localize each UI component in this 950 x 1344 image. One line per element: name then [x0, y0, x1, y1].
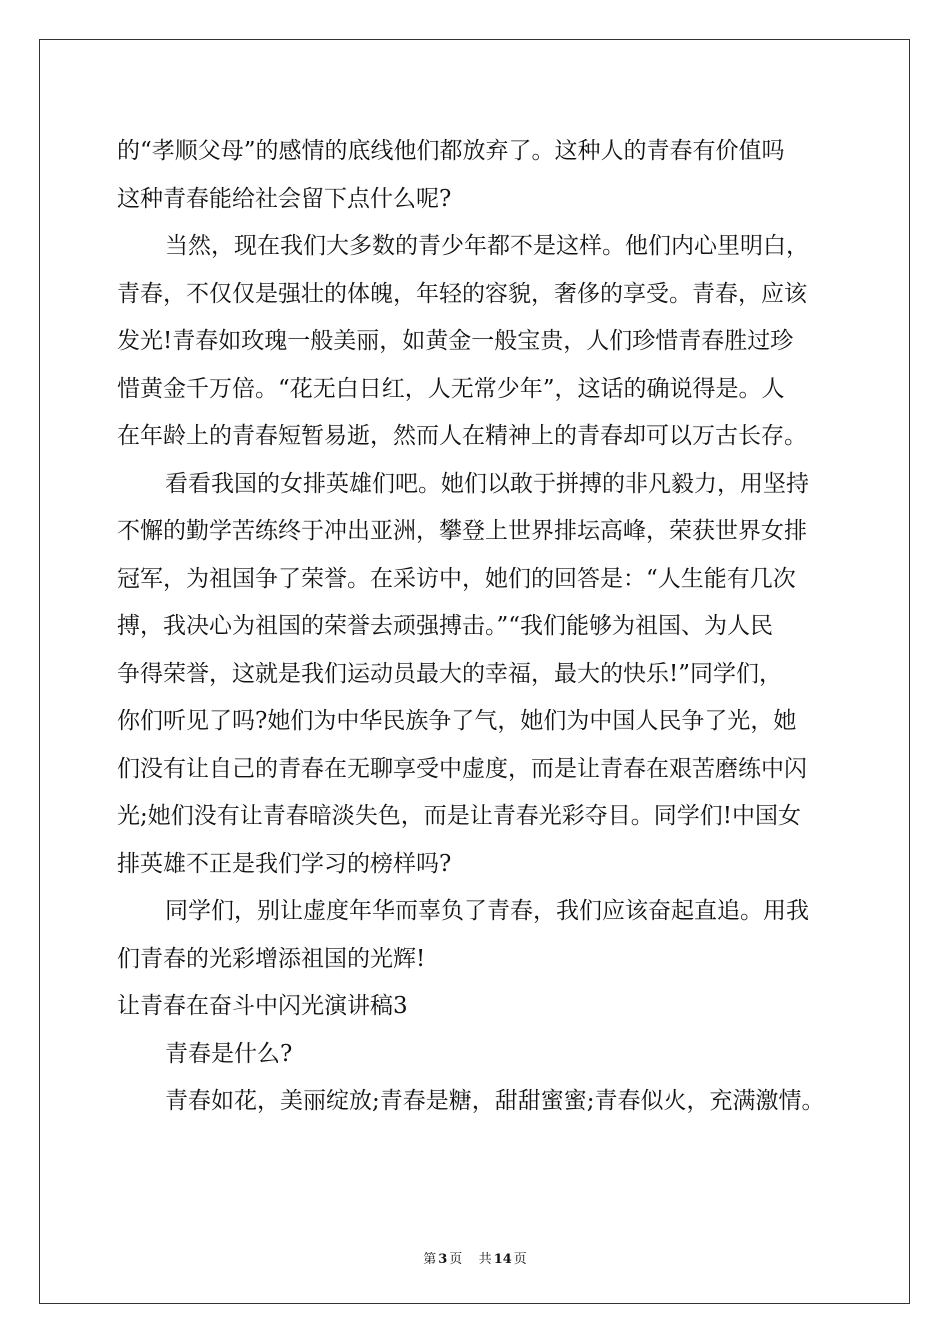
- page-number: 3: [438, 1252, 448, 1267]
- paragraph-start-line: 青春如花，美丽绽放;青春是糖，甜甜蜜蜜;青春似火，充满激情。: [165, 1088, 825, 1114]
- text-line: 搏，我决心为祖国的荣誉去顽强搏击。”“我们能够为祖国、为人民: [117, 613, 774, 639]
- page-prefix: 第: [423, 1252, 437, 1267]
- text-line: 们青春的光彩增添祖国的光辉!: [117, 945, 426, 972]
- text-line: 发光!青春如玫瑰一般美丽，如黄金一般宝贵，人们珍惜青春胜过珍: [117, 328, 794, 354]
- text-line: 惜黄金千万倍。“花无白日红，人无常少年”，这话的确说得是。人: [117, 375, 785, 402]
- text-line: 不懈的勤学苦练终于冲出亚洲，攀登上世界排坛高峰，荣获世界女排: [117, 518, 807, 544]
- total-prefix: 共: [478, 1252, 492, 1267]
- document-body: [117, 128, 837, 1126]
- paragraph-start-line: 看看我国的女排英雄们吧。她们以敢于拼搏的非凡毅力，用坚持: [165, 470, 809, 497]
- text-line: 们没有让自己的青春在无聊享受中虚度，而是让青春在艰苦磨练中闪: [117, 755, 807, 782]
- total-suffix: 页: [513, 1252, 527, 1267]
- section-title: 让青春在奋斗中闪光演讲稿3: [117, 993, 408, 1019]
- paragraph-start-line: 同学们，别让虚度年华而辜负了青春，我们应该奋起直追。用我: [165, 898, 809, 924]
- page-footer: [0, 1248, 950, 1267]
- text-line: 争得荣誉，这就是我们运动员最大的幸福，最大的快乐!”同学们，: [117, 660, 783, 687]
- text-line: 光;她们没有让青春暗淡失色，而是让青春光彩夺目。同学们!中国女: [117, 803, 801, 829]
- text-line: 排英雄不正是我们学习的榜样吗?: [117, 850, 452, 877]
- text-line: 青春，不仅仅是强壮的体魄，年轻的容貌，奢侈的享受。青春，应该: [117, 280, 807, 307]
- paragraph-start-line: 青春是什么?: [165, 1040, 293, 1067]
- text-line: 你们听见了吗?她们为中华民族争了气，她们为中国人民争了光，她: [117, 708, 797, 734]
- total-pages: 14: [493, 1252, 512, 1267]
- text-line: 这种青春能给社会留下点什么呢?: [117, 185, 452, 212]
- page-suffix: 页: [449, 1252, 463, 1267]
- paragraph-start-line: 当然，现在我们大多数的青少年都不是这样。他们内心里明白，: [165, 233, 809, 259]
- text-line: 冠军，为祖国争了荣誉。在采访中，她们的回答是：“人生能有几次: [117, 565, 796, 592]
- text-line: 的“孝顺父母”的感情的底线他们都放弃了。这种人的青春有价值吗: [117, 138, 785, 164]
- text-line: 在年龄上的青春短暂易逝，然而人在精神上的青春却可以万古长存。: [117, 423, 807, 449]
